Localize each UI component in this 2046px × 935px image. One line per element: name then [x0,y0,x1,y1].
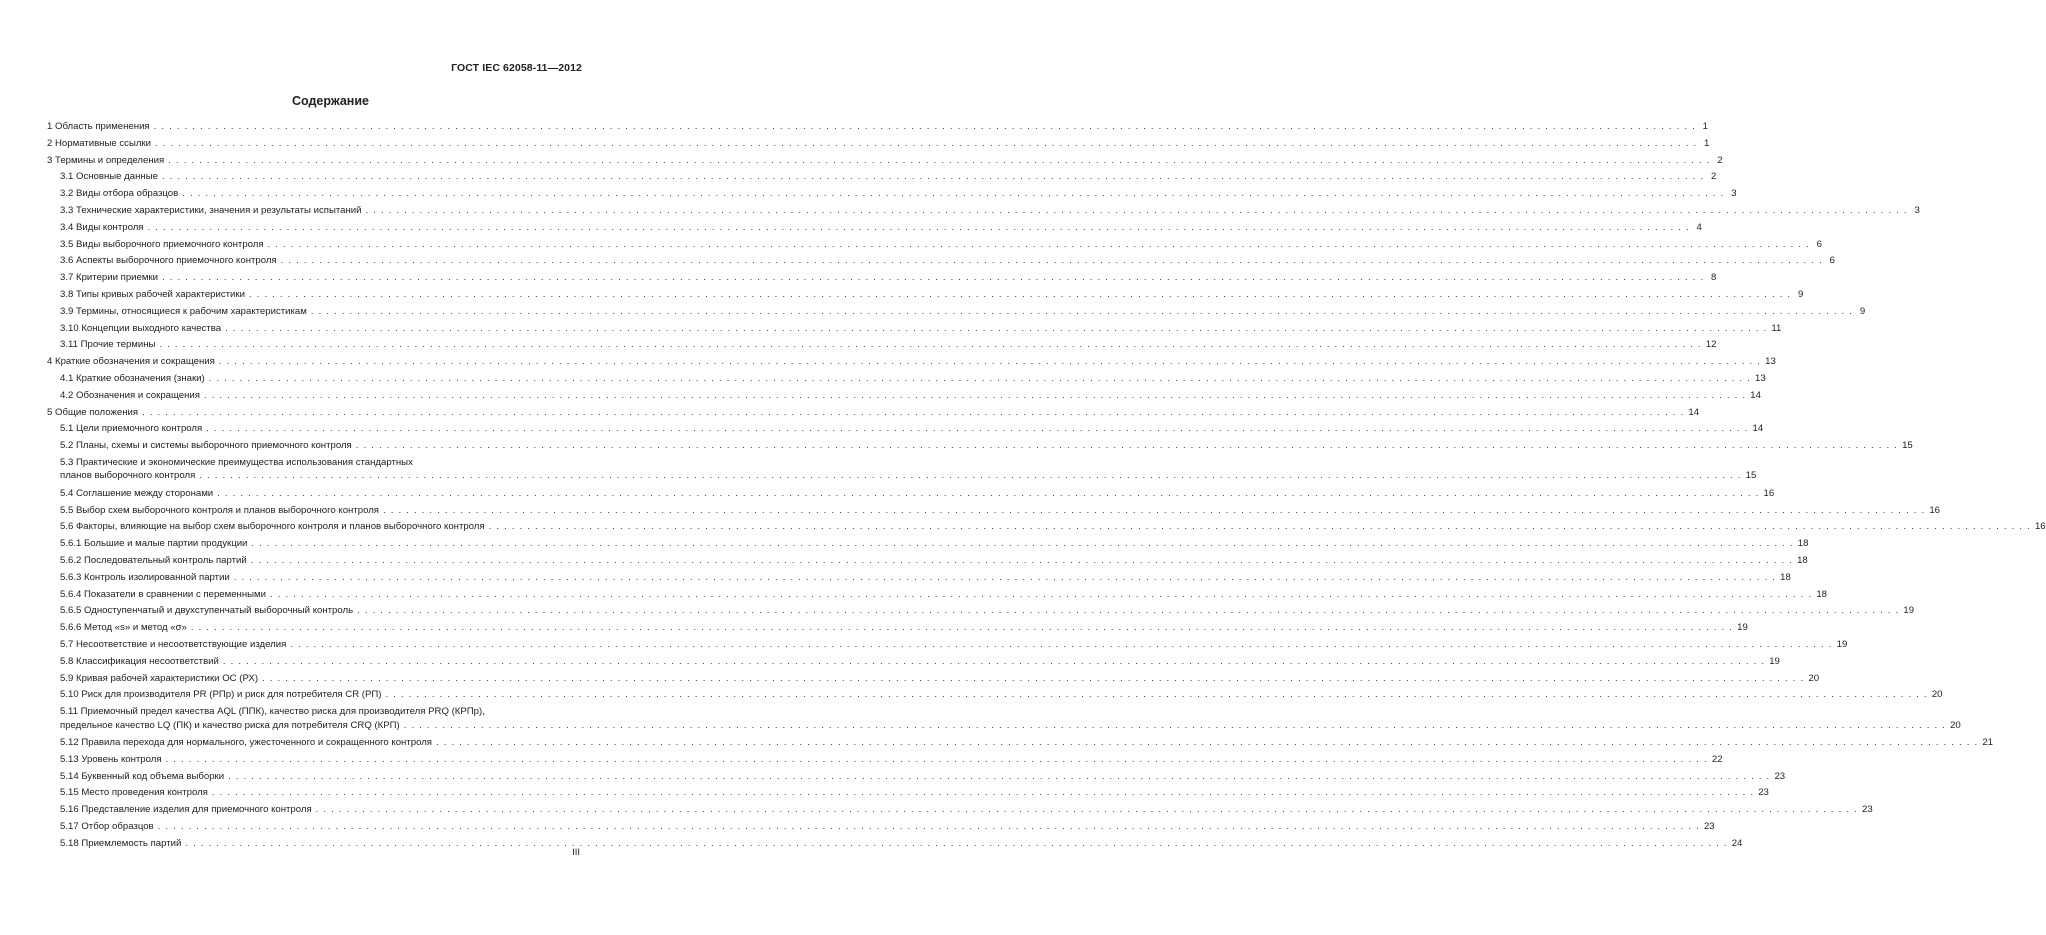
toc-entry-page: 15 [1902,440,1913,452]
toc-entry-page: 23 [1774,770,1786,782]
toc-entry-label: 5.18 Приемлемость партий [60,837,182,849]
toc-entry[interactable] [47,819,1715,836]
toc-entry[interactable] [47,587,1828,604]
toc-entry-page: 3 [1731,188,1737,200]
toc-entry[interactable] [47,220,1702,237]
toc-entry-label: 5.6.3 Контроль изолированной партии [60,571,230,583]
toc-leader-dots: . . . . . . . . . . . . . . . . . . . . . . . . . . . . . . . . . . . . . . . . . . . . . . . . . . . . . . . . . . . . . . . . . . . . . . . . . . . . . . . . . . . . . . . . . . . . . . . . . . . . . . . . . . . . . . . . . . . . . . . . . . . . . . . . . . . . . . . . . . . . . . . . . . . . . . . . . . . . . . . . . . . . . . . . . . . . . . . . . . . . . . . . . . . . . . . . . . . . . . . . [383,504,1926,516]
toc-entry-page: 12 [1705,339,1717,351]
toc-entry-label-continued: предельное качество LQ (ПК) и качество риска для потребителя CRQ (КРП) [60,719,400,731]
toc-entry-label: 5.6.5 Одноступенчатый и двухступенчатый выборочный контроль [60,605,354,617]
toc-entry-label: 5 Общие положения [47,406,139,418]
toc-leader-dots: . . . . . . . . . . . . . . . . . . . . . . . . . . . . . . . . . . . . . . . . . . . . . . . . . . . . . . . . . . . . . . . . . . . . . . . . . . . . . . . . . . . . . . . . . . . . . . . . . . . . . . . . . . . . . . . . . . . . . . . . . . . . . . . . . . . . . . . . . . . . . . . . . . . . . . . . . . . . . . . . . . . . . . . . . . . . . . . . . . . . . . . . . . . . . . . . . . . . . . . . [365,204,1908,216]
toc-entry-label: 2 Нормативные ссылки [47,137,152,149]
toc-entry[interactable] [47,603,1915,620]
toc-entry[interactable] [47,287,1804,304]
toc-entry[interactable] [47,553,1808,570]
toc-entry-page: 22 [1711,753,1723,765]
toc-entry-page: 11 [1771,322,1782,334]
toc-leader-dots: . . . . . . . . . . . . . . . . . . . . . . . . . . . . . . . . . . . . . . . . . . . . . . . . . . . . . . . . . . . . . . . . . . . . . . . . . . . . . . . . . . . . . . . . . . . . . . . . . . . . . . . . . . . . . . . . . . . . . . . . . . . . . . . . . . . . . . . . . . . . . . . . . . . . . . . . . . . . . . . . . . . . . . . . . . . . . . . . . . . . . . . . . . . . . . . . . . . . . . . . [157,820,1700,832]
toc-entry-label: 4 Краткие обозначения и сокращения [47,356,215,368]
toc-entry-label: 3.7 Критерии приемки [60,272,159,284]
toc-leader-dots: . . . . . . . . . . . . . . . . . . . . . . . . . . . . . . . . . . . . . . . . . . . . . . . . . . . . . . . . . . . . . . . . . . . . . . . . . . . . . . . . . . . . . . . . . . . . . . . . . . . . . . . . . . . . . . . . . . . . . . . . . . . . . . . . . . . . . . . . . . . . . . . . . . . . . . . . . . . . . . . . . . . . . . . . . . . . . . . . . . . . . . . . . . . . . . . . . . . . . . . . [262,672,1805,684]
toc-entry-label: 3.8 Типы кривых рабочей характеристики [60,288,245,300]
toc-entry-page: 1 [1704,137,1710,149]
toc-entry-label: 5.6.4 Показатели в сравнении с переменными [60,588,267,600]
toc-entry-label: 5.14 Буквенный код объема выборки [60,770,225,782]
toc-leader-dots: . . . . . . . . . . . . . . . . . . . . . . . . . . . . . . . . . . . . . . . . . . . . . . . . . . . . . . . . . . . . . . . . . . . . . . . . . . . . . . . . . . . . . . . . . . . . . . . . . . . . . . . . . . . . . . . . . . . . . . . . . . . . . . . . . . . . . . . . . . . . . . . . . . . . . . . . . . . . . . . . . . . . . . . . . . . . . . . . . . . . . . . . . . . . . . . . . . . . . . . . [228,770,1771,782]
toc-entry[interactable] [47,321,1782,338]
toc-entry-page: 15 [1745,470,1757,482]
toc-entry[interactable] [47,337,1717,354]
page-number: III [572,847,580,858]
toc-leader-dots: . . . . . . . . . . . . . . . . . . . . . . . . . . . . . . . . . . . . . . . . . . . . . . . . . . . . . . . . . . . . . . . . . . . . . . . . . . . . . . . . . . . . . . . . . . . . . . . . . . . . . . . . . . . . . . . . . . . . . . . . . . . . . . . . . . . . . . . . . . . . . . . . . . . . . . . . . . . . . . . . . . . . . . . . . . . . . . . . . . . . . . . . . . . . . . . . . . . . . . . . [155,137,1698,149]
toc-entry[interactable] [47,136,1710,153]
toc-entry[interactable] [47,671,1820,688]
toc-entry[interactable] [47,687,1943,704]
toc-entry-label: 5.1 Цели приемочного контроля [60,423,203,435]
toc-entry[interactable] [47,503,1941,520]
toc-leader-dots: . . . . . . . . . . . . . . . . . . . . . . . . . . . . . . . . . . . . . . . . . . . . . . . . . . . . . . . . . . . . . . . . . . . . . . . . . . . . . . . . . . . . . . . . . . . . . . . . . . . . . . . . . . . . . . . . . . . . . . . . . . . . . . . . . . . . . . . . . . . . . . . . . . . . . . . . . . . . . . . . . . . . . . . . . . . . . . . . . . . . . . . . . . . . . . . . . . . . . . . . [250,554,1794,566]
toc-leader-dots: . . . . . . . . . . . . . . . . . . . . . . . . . . . . . . . . . . . . . . . . . . . . . . . . . . . . . . . . . . . . . . . . . . . . . . . . . . . . . . . . . . . . . . . . . . . . . . . . . . . . . . . . . . . . . . . . . . . . . . . . . . . . . . . . . . . . . . . . . . . . . . . . . . . . . . . . . . . . . . . . . . . . . . . . . . . . . . . . . . . . . . . . . . . . . . . . . . . . . . . . [225,322,1768,334]
toc-entry-page: 9 [1859,305,1866,317]
toc-entry[interactable] [47,405,1700,422]
toc-entry-page: 23 [1862,804,1873,816]
toc-leader-dots: . . . . . . . . . . . . . . . . . . . . . . . . . . . . . . . . . . . . . . . . . . . . . . . . . . . . . . . . . . . . . . . . . . . . . . . . . . . . . . . . . . . . . . . . . . . . . . . . . . . . . . . . . . . . . . . . . . . . . . . . . . . . . . . . . . . . . . . . . . . . . . . . . . . . . . . . . . . . . . . . . . . . . . . . . . . . . . . . . . . . . . . . . . . . . . . . . . . . . . . . [211,787,1755,799]
toc-entry-label: 5.4 Соглашение между сторонами [60,487,214,499]
toc-entry[interactable] [47,570,1791,587]
toc-entry-page: 20 [1950,719,1961,731]
toc-entry[interactable] [47,705,1961,732]
toc-entry-label: 5.7 Несоответствие и несоответствующие изделия [60,638,287,650]
toc-entry[interactable] [47,237,1822,254]
toc-entry[interactable] [47,153,1723,170]
toc-leader-dots: . . . . . . . . . . . . . . . . . . . . . . . . . . . . . . . . . . . . . . . . . . . . . . . . . . . . . . . . . . . . . . . . . . . . . . . . . . . . . . . . . . . . . . . . . . . . . . . . . . . . . . . . . . . . . . . . . . . . . . . . . . . . . . . . . . . . . . . . . . . . . . . . . . . . . . . . . . . . . . . . . . . . . . . . . . . . . . . . . . . . . . . . . . . . . . . . . . . . . . . . [355,440,1899,452]
toc-leader-dots: . . . . . . . . . . . . . . . . . . . . . . . . . . . . . . . . . . . . . . . . . . . . . . . . . . . . . . . . . . . . . . . . . . . . . . . . . . . . . . . . . . . . . . . . . . . . . . . . . . . . . . . . . . . . . . . . . . . . . . . . . . . . . . . . . . . . . . . . . . . . . . . . . . . . . . . . . . . . . . . . . . . . . . . . . . . . . . . . . . . . . . . . . . . . . . . . . . . . . . . . [251,538,1794,550]
toc-entry-label: 1 Область применения [47,121,150,132]
toc-entry-label: 3.3 Технические характеристики, значения и результаты испытаний [60,204,362,216]
toc-entry-label-continued: планов выборочного контроля [60,470,196,482]
toc-leader-dots: . . . . . . . . . . . . . . . . . . . . . . . . . . . . . . . . . . . . . . . . . . . . . . . . . . . . . . . . . . . . . . . . . . . . . . . . . . . . . . . . . . . . . . . . . . . . . . . . . . . . . . . . . . . . . . . . . . . . . . . . . . . . . . . . . . . . . . . . . . . . . . . . . . . . . . . . . . . . . . . . . . . . . . . . . . . . . . . . . . . . . . . . . . . . . . . . . . . . . . . . [190,622,1734,634]
toc-entry-label: 5.8 Классификация несоответствий [60,655,219,667]
toc-leader-dots: . . . . . . . . . . . . . . . . . . . . . . . . . . . . . . . . . . . . . . . . . . . . . . . . . . . . . . . . . . . . . . . . . . . . . . . . . . . . . . . . . . . . . . . . . . . . . . . . . . . . . . . . . . . . . . . . . . . . . . . . . . . . . . . . . . . . . . . . . . . . . . . . . . . . . . . . . . . . . . . . . . . . . . . . . . . . . . . . . . . . . . . . . . . . . . . . . . . . . . . . [208,372,1752,384]
toc-leader-dots: . . . . . . . . . . . . . . . . . . . . . . . . . . . . . . . . . . . . . . . . . . . . . . . . . . . . . . . . . . . . . . . . . . . . . . . . . . . . . . . . . . . . . . . . . . . . . . . . . . . . . . . . . . . . . . . . . . . . . . . . . . . . . . . . . . . . . . . . . . . . . . . . . . . . . . . . . . . . . . . . . . . . . . . . . . . . . . . . . . . . . . . . . . . . . . . . . . . . . . . . [222,655,1766,667]
toc-entry[interactable] [47,637,1848,654]
toc-entry-label: 3.10 Концепции выходного качества [60,322,222,334]
toc-entry[interactable] [47,186,1737,203]
toc-entry-page: 23 [1758,787,1769,799]
toc-entry-label: 3.6 Аспекты выборочного приемочного контроля [60,255,277,267]
toc-entry-page: 20 [1931,689,1943,701]
toc-entry-label: 5.13 Уровень контроля [60,753,162,765]
toc-entry[interactable] [47,654,1780,671]
toc-leader-dots: . . . . . . . . . . . . . . . . . . . . . . . . . . . . . . . . . . . . . . . . . . . . . . . . . . . . . . . . . . . . . . . . . . . . . . . . . . . . . . . . . . . . . . . . . . . . . . . . . . . . . . . . . . . . . . . . . . . . . . . . . . . . . . . . . . . . . . . . . . . . . . . . . . . . . . . . . . . . . . . . . . . . . . . . . . . . . . . . . . . . . . . . . . . . . . . . . . . . . . . . [161,171,1705,183]
toc-leader-dots: . . . . . . . . . . . . . . . . . . . . . . . . . . . . . . . . . . . . . . . . . . . . . . . . . . . . . . . . . . . . . . . . . . . . . . . . . . . . . . . . . . . . . . . . . . . . . . . . . . . . . . . . . . . . . . . . . . . . . . . . . . . . . . . . . . . . . . . . . . . . . . . . . . . . . . . . . . . . . . . . . . . . . . . . . . . . . . . . . . . . . . . . . . . . . . . . . . . . . . . . [168,154,1711,166]
toc-leader-dots: . . . . . . . . . . . . . . . . . . . . . . . . . . . . . . . . . . . . . . . . . . . . . . . . . . . . . . . . . . . . . . . . . . . . . . . . . . . . . . . . . . . . . . . . . . . . . . . . . . . . . . . . . . . . . . . . . . . . . . . . . . . . . . . . . . . . . . . . . . . . . . . . . . . . . . . . . . . . . . . . . . . . . . . . . . . . . . . . . . . . . . . . . . . . . . . . . . . . . . . . [267,238,1810,250]
toc-leader-dots: . . . . . . . . . . . . . . . . . . . . . . . . . . . . . . . . . . . . . . . . . . . . . . . . . . . . . . . . . . . . . . . . . . . . . . . . . . . . . . . . . . . . . . . . . . . . . . . . . . . . . . . . . . . . . . . . . . . . . . . . . . . . . . . . . . . . . . . . . . . . . . . . . . . . . . . . . . . . . . . . . . . . . . . . . . . . . . . . . . . . . . . . . . . . . . . . . . . . . . . . [159,339,1702,351]
toc-entry-page: 13 [1755,372,1766,384]
toc-leader-dots: . . . . . . . . . . . . . . . . . . . . . . . . . . . . . . . . . . . . . . . . . . . . . . . . . . . . . . . . . . . . . . . . . . . . . . . . . . . . . . . . . . . . . . . . . . . . . . . . . . . . . . . . . . . . . . . . . . . . . . . . . . . . . . . . . . . . . . . . . . . . . . . . . . . . . . . . . . . . . . . . . . . . . . . . . . . . . . . . . . . . . . . . . . . . . . . . . . . . . . . . [248,288,1792,300]
toc-entry-page: 3 [1914,204,1920,216]
toc-leader-dots: . . . . . . . . . . . . . . . . . . . . . . . . . . . . . . . . . . . . . . . . . . . . . . . . . . . . . . . . . . . . . . . . . . . . . . . . . . . . . . . . . . . . . . . . . . . . . . . . . . . . . . . . . . . . . . . . . . . . . . . . . . . . . . . . . . . . . . . . . . . . . . . . . . . . . . . . . . . . . . . . . . . . . . . . . . . . . . . . . . . . . . . . . . . . . . . . . . . . . . . . [182,188,1725,200]
toc-entry-page: 16 [1763,487,1775,499]
toc-leader-dots: . . . . . . . . . . . . . . . . . . . . . . . . . . . . . . . . . . . . . . . . . . . . . . . . . . . . . . . . . . . . . . . . . . . . . . . . . . . . . . . . . . . . . . . . . . . . . . . . . . . . . . . . . . . . . . . . . . . . . . . . . . . . . . . . . . . . . . . . . . . . . . . . . . . . . . . . . . . . . . . . . . . . . . . . . . . . . . . . . . . . . . . . . . . . . . . . . . . . . . . . [206,423,1749,435]
toc-entry-label: 4.2 Обозначения и сокращения [60,389,200,401]
toc-entry-page: 19 [1737,622,1748,634]
toc-entry-page: 9 [1797,288,1804,300]
toc-entry[interactable] [47,536,1809,553]
toc-entry-label: 5.15 Место проведения контроля [60,787,208,799]
toc-entry[interactable] [47,421,1764,438]
toc-entry[interactable] [47,388,1761,405]
toc-entry[interactable] [47,253,1835,270]
toc-leader-dots: . . . . . . . . . . . . . . . . . . . . . . . . . . . . . . . . . . . . . . . . . . . . . . . . . . . . . . . . . . . . . . . . . . . . . . . . . . . . . . . . . . . . . . . . . . . . . . . . . . . . . . . . . . . . . . . . . . . . . . . . . . . . . . . . . . . . . . . . . . . . . . . . . . . . . . . . . . . . . . . . . . . . . . . . . . . . . . . . . . . . . . . . . . . . . . . . . . . . . . . . [165,753,1708,765]
toc-entry-label: 5.10 Риск для производителя PR (РПр) и риск для потребителя CR (РП) [60,689,382,701]
toc-entry[interactable] [47,456,1757,483]
toc-entry[interactable] [47,371,1766,388]
toc-entry-label: 5.9 Кривая рабочей характеристики ОС (РХ) [60,672,259,684]
toc-leader-dots: . . . . . . . . . . . . . . . . . . . . . . . . . . . . . . . . . . . . . . . . . . . . . . . . . . . . . . . . . . . . . . . . . . . . . . . . . . . . . . . . . . . . . . . . . . . . . . . . . . . . . . . . . . . . . . . . . . . . . . . . . . . . . . . . . . . . . . . . . . . . . . . . . . . . . . . . . . . . . . . . . . . . . . . . . . . . . . . . . . . . . . . . . . . . . . . . . . . . . . . . [357,605,1900,617]
toc-entry-page: 16 [2034,521,2046,533]
toc-entry-label: 5.3 Практические и экономические преимущества использования стандартных [60,456,413,468]
standard-code: ГОСТ IEC 62058-11—2012 [451,62,582,74]
toc-entry[interactable] [47,354,1776,371]
toc-entry-page: 24 [1731,837,1743,849]
toc-leader-dots: . . . . . . . . . . . . . . . . . . . . . . . . . . . . . . . . . . . . . . . . . . . . . . . . . . . . . . . . . . . . . . . . . . . . . . . . . . . . . . . . . . . . . . . . . . . . . . . . . . . . . . . . . . . . . . . . . . . . . . . . . . . . . . . . . . . . . . . . . . . . . . . . . . . . . . . . . . . . . . . . . . . . . . . . . . . . . . . . . . . . . . . . . . . . . . . . . . . . . . . . [488,521,2031,533]
toc-entry[interactable] [47,438,1913,455]
toc-entry-page: 14 [1750,389,1761,401]
toc-leader-dots: . . . . . . . . . . . . . . . . . . . . . . . . . . . . . . . . . . . . . . . . . . . . . . . . . . . . . . . . . . . . . . . . . . . . . . . . . . . . . . . . . . . . . . . . . . . . . . . . . . . . . . . . . . . . . . . . . . . . . . . . . . . . . . . . . . . . . . . . . . . . . . . . . . . . . . . . . . . . . . . . . . . . . . . . . . . . . . . . . . . . . . . . . . . . . . . . . . . . . . . . [403,719,1947,731]
toc-leader-dots: . . . . . . . . . . . . . . . . . . . . . . . . . . . . . . . . . . . . . . . . . . . . . . . . . . . . . . . . . . . . . . . . . . . . . . . . . . . . . . . . . . . . . . . . . . . . . . . . . . . . . . . . . . . . . . . . . . . . . . . . . . . . . . . . . . . . . . . . . . . . . . . . . . . . . . . . . . . . . . . . . . . . . . . . . . . . . . . . . . . . . . . . . . . . . . . . . . . . . . . . [153,121,1696,132]
toc-entry-page: 23 [1703,820,1715,832]
toc-entry-page: 18 [1816,588,1828,600]
toc-entry-page: 18 [1797,538,1809,550]
toc-leader-dots: . . . . . . . . . . . . . . . . . . . . . . . . . . . . . . . . . . . . . . . . . . . . . . . . . . . . . . . . . . . . . . . . . . . . . . . . . . . . . . . . . . . . . . . . . . . . . . . . . . . . . . . . . . . . . . . . . . . . . . . . . . . . . . . . . . . . . . . . . . . . . . . . . . . . . . . . . . . . . . . . . . . . . . . . . . . . . . . . . . . . . . . . . . . . . . . . . . . . . . . . [199,470,1742,482]
toc-entry[interactable] [47,769,1786,786]
toc-leader-dots: . . . . . . . . . . . . . . . . . . . . . . . . . . . . . . . . . . . . . . . . . . . . . . . . . . . . . . . . . . . . . . . . . . . . . . . . . . . . . . . . . . . . . . . . . . . . . . . . . . . . . . . . . . . . . . . . . . . . . . . . . . . . . . . . . . . . . . . . . . . . . . . . . . . . . . . . . . . . . . . . . . . . . . . . . . . . . . . . . . . . . . . . . . . . . . . . . . . . . . . . [385,689,1928,701]
toc-entry-page: 19 [1903,605,1915,617]
toc-entry[interactable] [47,270,1717,287]
toc-entry[interactable] [47,785,1769,802]
toc-entry-page: 16 [1929,504,1941,516]
toc-entry-page: 1 [1702,121,1708,132]
toc-entry-page: 18 [1797,554,1808,566]
toc-title: Содержание [291,94,369,108]
toc-entry-label: 3.11 Прочие термины [60,339,156,351]
toc-leader-dots: . . . . . . . . . . . . . . . . . . . . . . . . . . . . . . . . . . . . . . . . . . . . . . . . . . . . . . . . . . . . . . . . . . . . . . . . . . . . . . . . . . . . . . . . . . . . . . . . . . . . . . . . . . . . . . . . . . . . . . . . . . . . . . . . . . . . . . . . . . . . . . . . . . . . . . . . . . . . . . . . . . . . . . . . . . . . . . . . . . . . . . . . . . . . . . . . . . . . . . . . [147,221,1690,233]
toc-entry-page: 21 [1982,736,1993,748]
toc-entry-page: 18 [1780,571,1791,583]
toc-entry-label: 5.6.6 Метод «s» и метод «σ» [60,622,187,634]
toc-entry[interactable] [47,519,2046,536]
toc-entry[interactable] [47,203,1920,220]
toc-entry[interactable] [47,802,1873,819]
toc-leader-dots: . . . . . . . . . . . . . . . . . . . . . . . . . . . . . . . . . . . . . . . . . . . . . . . . . . . . . . . . . . . . . . . . . . . . . . . . . . . . . . . . . . . . . . . . . . . . . . . . . . . . . . . . . . . . . . . . . . . . . . . . . . . . . . . . . . . . . . . . . . . . . . . . . . . . . . . . . . . . . . . . . . . . . . . . . . . . . . . . . . . . . . . . . . . . . . . . . . . . . . . . [162,272,1705,284]
toc-entry-page: 14 [1752,423,1764,435]
toc-leader-dots: . . . . . . . . . . . . . . . . . . . . . . . . . . . . . . . . . . . . . . . . . . . . . . . . . . . . . . . . . . . . . . . . . . . . . . . . . . . . . . . . . . . . . . . . . . . . . . . . . . . . . . . . . . . . . . . . . . . . . . . . . . . . . . . . . . . . . . . . . . . . . . . . . . . . . . . . . . . . . . . . . . . . . . . . . . . . . . . . . . . . . . . . . . . . . . . . . . . . . . . . [142,406,1685,418]
toc-leader-dots: . . . . . . . . . . . . . . . . . . . . . . . . . . . . . . . . . . . . . . . . . . . . . . . . . . . . . . . . . . . . . . . . . . . . . . . . . . . . . . . . . . . . . . . . . . . . . . . . . . . . . . . . . . . . . . . . . . . . . . . . . . . . . . . . . . . . . . . . . . . . . . . . . . . . . . . . . . . . . . . . . . . . . . . . . . . . . . . . . . . . . . . . . . . . . . . . . . . . . . . . [436,736,1979,748]
toc-entry[interactable] [47,304,1866,321]
toc-entry-label: 5.12 Правила перехода для нормального, ужесточенного и сокращенного контроля [60,736,432,748]
toc-leader-dots: . . . . . . . . . . . . . . . . . . . . . . . . . . . . . . . . . . . . . . . . . . . . . . . . . . . . . . . . . . . . . . . . . . . . . . . . . . . . . . . . . . . . . . . . . . . . . . . . . . . . . . . . . . . . . . . . . . . . . . . . . . . . . . . . . . . . . . . . . . . . . . . . . . . . . . . . . . . . . . . . . . . . . . . . . . . . . . . . . . . . . . . . . . . . . . . . . . . . . . . . [280,255,1823,267]
toc-entry-label: 3.5 Виды выборочного приемочного контроля [60,238,264,250]
toc-leader-dots: . . . . . . . . . . . . . . . . . . . . . . . . . . . . . . . . . . . . . . . . . . . . . . . . . . . . . . . . . . . . . . . . . . . . . . . . . . . . . . . . . . . . . . . . . . . . . . . . . . . . . . . . . . . . . . . . . . . . . . . . . . . . . . . . . . . . . . . . . . . . . . . . . . . . . . . . . . . . . . . . . . . . . . . . . . . . . . . . . . . . . . . . . . . . . . . . . . . . . . . . [217,487,1760,499]
toc-entry-page: 2 [1717,154,1723,166]
toc-leader-dots: . . . . . . . . . . . . . . . . . . . . . . . . . . . . . . . . . . . . . . . . . . . . . . . . . . . . . . . . . . . . . . . . . . . . . . . . . . . . . . . . . . . . . . . . . . . . . . . . . . . . . . . . . . . . . . . . . . . . . . . . . . . . . . . . . . . . . . . . . . . . . . . . . . . . . . . . . . . . . . . . . . . . . . . . . . . . . . . . . . . . . . . . . . . . . . . . . . . . . . . . [203,389,1747,401]
toc-entry-page: 19 [1836,638,1848,650]
toc-entry-label: 3.2 Виды отбора образцов [60,188,179,200]
toc-leader-dots: . . . . . . . . . . . . . . . . . . . . . . . . . . . . . . . . . . . . . . . . . . . . . . . . . . . . . . . . . . . . . . . . . . . . . . . . . . . . . . . . . . . . . . . . . . . . . . . . . . . . . . . . . . . . . . . . . . . . . . . . . . . . . . . . . . . . . . . . . . . . . . . . . . . . . . . . . . . . . . . . . . . . . . . . . . . . . . . . . . . . . . . . . . . . . . . . . . . . . . . . [310,305,1854,317]
toc-entry-page: 6 [1829,255,1835,267]
toc-leader-dots: . . . . . . . . . . . . . . . . . . . . . . . . . . . . . . . . . . . . . . . . . . . . . . . . . . . . . . . . . . . . . . . . . . . . . . . . . . . . . . . . . . . . . . . . . . . . . . . . . . . . . . . . . . . . . . . . . . . . . . . . . . . . . . . . . . . . . . . . . . . . . . . . . . . . . . . . . . . . . . . . . . . . . . . . . . . . . . . . . . . . . . . . . . . . . . . . . . . . . . . . [315,804,1858,816]
toc-entry[interactable] [47,752,1723,769]
toc-entry-page: 2 [1710,171,1717,183]
toc-entry[interactable] [47,486,1775,503]
toc-entry-label: 5.2 Планы, схемы и системы выборочного приемочного контроля [60,440,352,452]
toc-entry-page: 20 [1808,672,1820,684]
toc-entry-page: 6 [1816,238,1822,250]
toc-entry-label: 5.6.1 Большие и малые партии продукции [60,538,248,550]
toc-entry[interactable] [47,169,1717,186]
toc-entry[interactable] [47,620,1748,637]
toc-leader-dots: . . . . . . . . . . . . . . . . . . . . . . . . . . . . . . . . . . . . . . . . . . . . . . . . . . . . . . . . . . . . . . . . . . . . . . . . . . . . . . . . . . . . . . . . . . . . . . . . . . . . . . . . . . . . . . . . . . . . . . . . . . . . . . . . . . . . . . . . . . . . . . . . . . . . . . . . . . . . . . . . . . . . . . . . . . . . . . . . . . . . . . . . . . . . . . . . . . . . . . . . [290,638,1833,650]
toc-entry-continuation [60,469,1757,482]
toc-entry-label: 4.1 Краткие обозначения (знаки) [60,372,205,384]
toc-leader-dots: . . . . . . . . . . . . . . . . . . . . . . . . . . . . . . . . . . . . . . . . . . . . . . . . . . . . . . . . . . . . . . . . . . . . . . . . . . . . . . . . . . . . . . . . . . . . . . . . . . . . . . . . . . . . . . . . . . . . . . . . . . . . . . . . . . . . . . . . . . . . . . . . . . . . . . . . . . . . . . . . . . . . . . . . . . . . . . . . . . . . . . . . . . . . . . . . . . . . . . . . [218,356,1762,368]
toc-entry[interactable] [47,119,1708,136]
toc-entry-label: 5.11 Приемочный предел качества AQL (ППК), качество риска для производителя PRQ (КРПр), [60,706,485,718]
toc-leader-dots: . . . . . . . . . . . . . . . . . . . . . . . . . . . . . . . . . . . . . . . . . . . . . . . . . . . . . . . . . . . . . . . . . . . . . . . . . . . . . . . . . . . . . . . . . . . . . . . . . . . . . . . . . . . . . . . . . . . . . . . . . . . . . . . . . . . . . . . . . . . . . . . . . . . . . . . . . . . . . . . . . . . . . . . . . . . . . . . . . . . . . . . . . . . . . . . . . . . . . . . . [185,837,1728,849]
toc-entry-label: 5.17 Отбор образцов [60,820,154,832]
toc-entry-label: 5.6.2 Последовательный контроль партий [60,554,247,566]
toc-entry-label: 5.5 Выбор схем выборочного контроля и планов выборочного контроля [60,504,380,516]
toc-leader-dots: . . . . . . . . . . . . . . . . . . . . . . . . . . . . . . . . . . . . . . . . . . . . . . . . . . . . . . . . . . . . . . . . . . . . . . . . . . . . . . . . . . . . . . . . . . . . . . . . . . . . . . . . . . . . . . . . . . . . . . . . . . . . . . . . . . . . . . . . . . . . . . . . . . . . . . . . . . . . . . . . . . . . . . . . . . . . . . . . . . . . . . . . . . . . . . . . . . . . . . . . [270,588,1813,600]
toc-entry-continuation [60,719,1961,732]
toc-entry-label: 5.16 Представление изделия для приемочного контроля [60,804,312,816]
table-of-contents [47,119,2046,853]
toc-entry-page: 8 [1711,272,1717,284]
toc-entry[interactable] [47,836,1743,853]
toc-entry-page: 14 [1688,406,1700,418]
toc-leader-dots: . . . . . . . . . . . . . . . . . . . . . . . . . . . . . . . . . . . . . . . . . . . . . . . . . . . . . . . . . . . . . . . . . . . . . . . . . . . . . . . . . . . . . . . . . . . . . . . . . . . . . . . . . . . . . . . . . . . . . . . . . . . . . . . . . . . . . . . . . . . . . . . . . . . . . . . . . . . . . . . . . . . . . . . . . . . . . . . . . . . . . . . . . . . . . . . . . . . . . . . . [233,571,1777,583]
toc-entry-page: 4 [1696,221,1702,233]
toc-entry-page: 13 [1765,356,1776,368]
toc-entry-label: 3 Термины и определения [47,154,165,166]
toc-entry[interactable] [47,735,1993,752]
toc-entry-label: 3.9 Термины, относящиеся к рабочим характеристикам [60,305,307,317]
toc-entry-label: 3.4 Виды контроля [60,221,144,233]
toc-entry-label: 3.1 Основные данные [60,171,158,183]
toc-entry-page: 19 [1769,655,1780,667]
toc-entry-label: 5.6 Факторы, влияющие на выбор схем выборочного контроля и планов выборочного контроля [60,521,485,533]
